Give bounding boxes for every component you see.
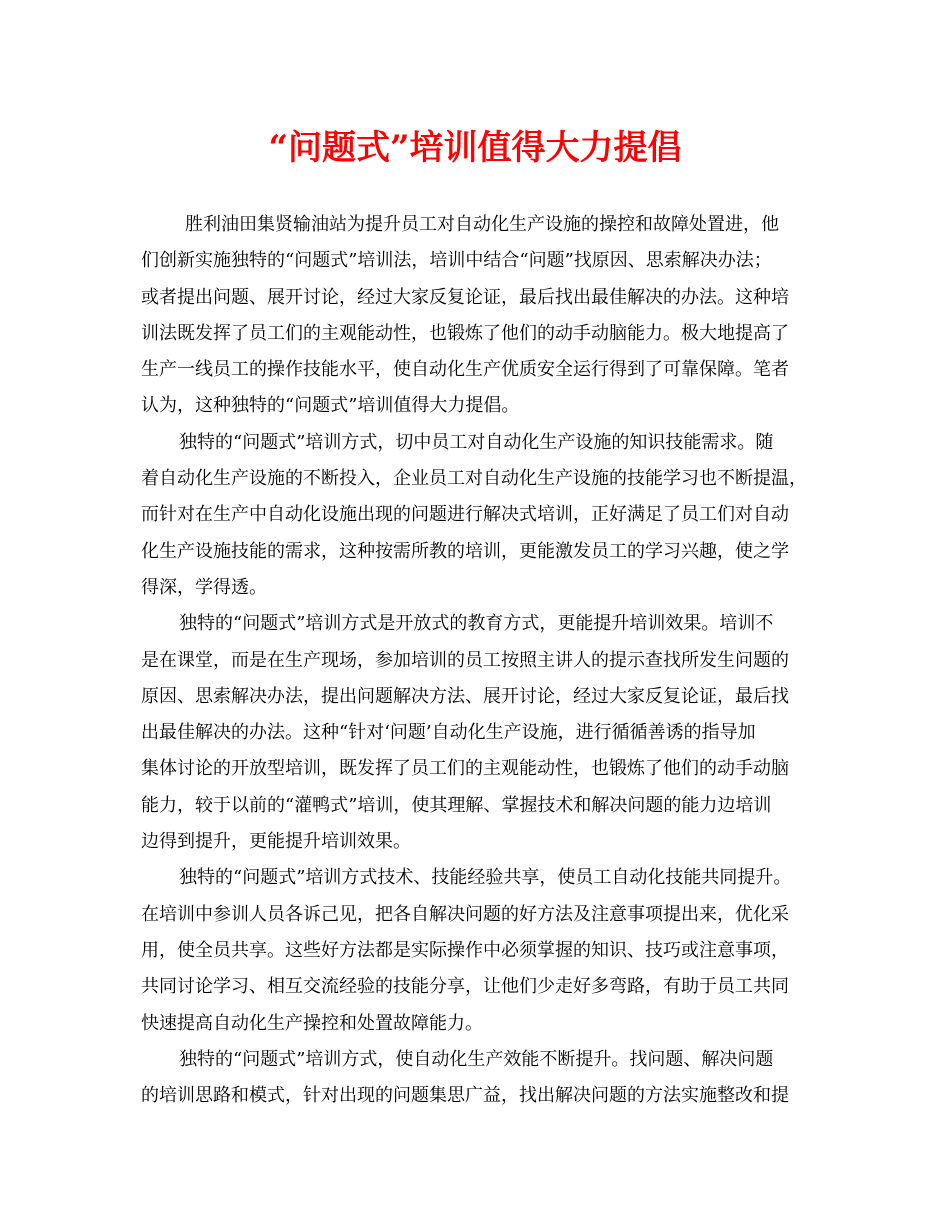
paragraph-line: 们创新实施独特的“问题式”培训法，培训中结合“问题”找原因、思索解决办法； [141, 250, 772, 272]
paragraph-line: 快速提高自动化生产操控和处置故障能力。 [141, 1012, 483, 1034]
paragraph-line: 认为，这种独特的“问题式”培训值得大力提倡。 [141, 395, 520, 417]
paragraph-line: 生产一线员工的操作技能水平，使自动化生产优质安全运行得到了可靠保障。笔者 [141, 359, 789, 381]
paragraph-line: 化生产设施技能的需求，这种按需所教的培训，更能激发员工的学习兴趣，使之学 [141, 540, 789, 562]
paragraph-line: 原因、思索解决办法，提出问题解决方法、展开讨论，经过大家反复论证，最后找 [141, 685, 789, 707]
document-body [141, 207, 813, 1114]
paragraph-line: 在培训中参训人员各诉己见，把各自解决问题的好方法及注意事项提出来，优化采 [141, 903, 789, 925]
paragraph-line: 共同讨论学习、相互交流经验的技能分享，让他们少走好多弯路，有助于员工共同 [141, 976, 789, 998]
paragraph-line: 独特的“问题式”培训方式是开放式的教育方式，更能提升培训效果。培训不 [179, 613, 774, 635]
paragraph-line: 着自动化生产设施的不断投入，企业员工对自动化生产设施的技能学习也不断提温， [141, 468, 807, 490]
paragraph-1 [141, 207, 813, 425]
paragraph-line: 出最佳解决的办法。这种“针对‘问题’自动化生产设施，进行循循善诱的指导加 [141, 722, 756, 744]
document-title: “问题式”培训值得大力提倡 [268, 128, 682, 168]
paragraph-line: 能力，较于以前的“灌鸭式”培训，使其理解、掌握技术和解决问题的能力边培训 [141, 794, 772, 816]
paragraph-line: 胜利油田集贤输油站为提升员工对自动化生产设施的操控和故障处置进，他 [185, 214, 779, 235]
paragraph-line: 训法既发挥了员工们的主观能动性，也锻炼了他们的动手动脑能力。极大地提高了 [141, 322, 789, 344]
paragraph-line: 独特的“问题式”培训方式技术、技能经验共享，使员工自动化技能共同提升。 [179, 867, 792, 889]
paragraph-line: 用，使全员共享。这些好方法都是实际操作中必须掌握的知识、技巧或注意事项， [141, 939, 789, 961]
paragraph-line: 或者提出问题、展开讨论，经过大家反复论证，最后找出最佳解决的办法。这种培 [141, 286, 789, 308]
paragraph-5 [141, 1042, 813, 1115]
paragraph-3 [141, 606, 813, 860]
paragraph-line: 得深，学得透。 [141, 576, 267, 598]
paragraph-line: 是在课堂，而是在生产现场，参加培训的员工按照主讲人的提示查找所发生问题的 [141, 649, 789, 671]
paragraph-line: 的培训思路和模式，针对出现的问题集思广益，找出解决问题的方法实施整改和提 [141, 1085, 789, 1107]
paragraph-4 [141, 860, 813, 1041]
paragraph-line: 集体讨论的开放型培训，既发挥了员工们的主观能动性，也锻炼了他们的动手动脑 [141, 758, 789, 780]
paragraph-line: 独特的“问题式”培训方式，切中员工对自动化生产设施的知识技能需求。随 [179, 431, 774, 453]
paragraph-2 [141, 425, 813, 606]
paragraph-line: 边得到提升，更能提升培训效果。 [141, 831, 411, 853]
paragraph-line: 而针对在生产中自动化设施出现的问题进行解决式培训，正好满足了员工们对自动 [141, 504, 789, 526]
paragraph-line: 独特的“问题式”培训方式，使自动化生产效能不断提升。找问题、解决问题 [179, 1048, 774, 1070]
